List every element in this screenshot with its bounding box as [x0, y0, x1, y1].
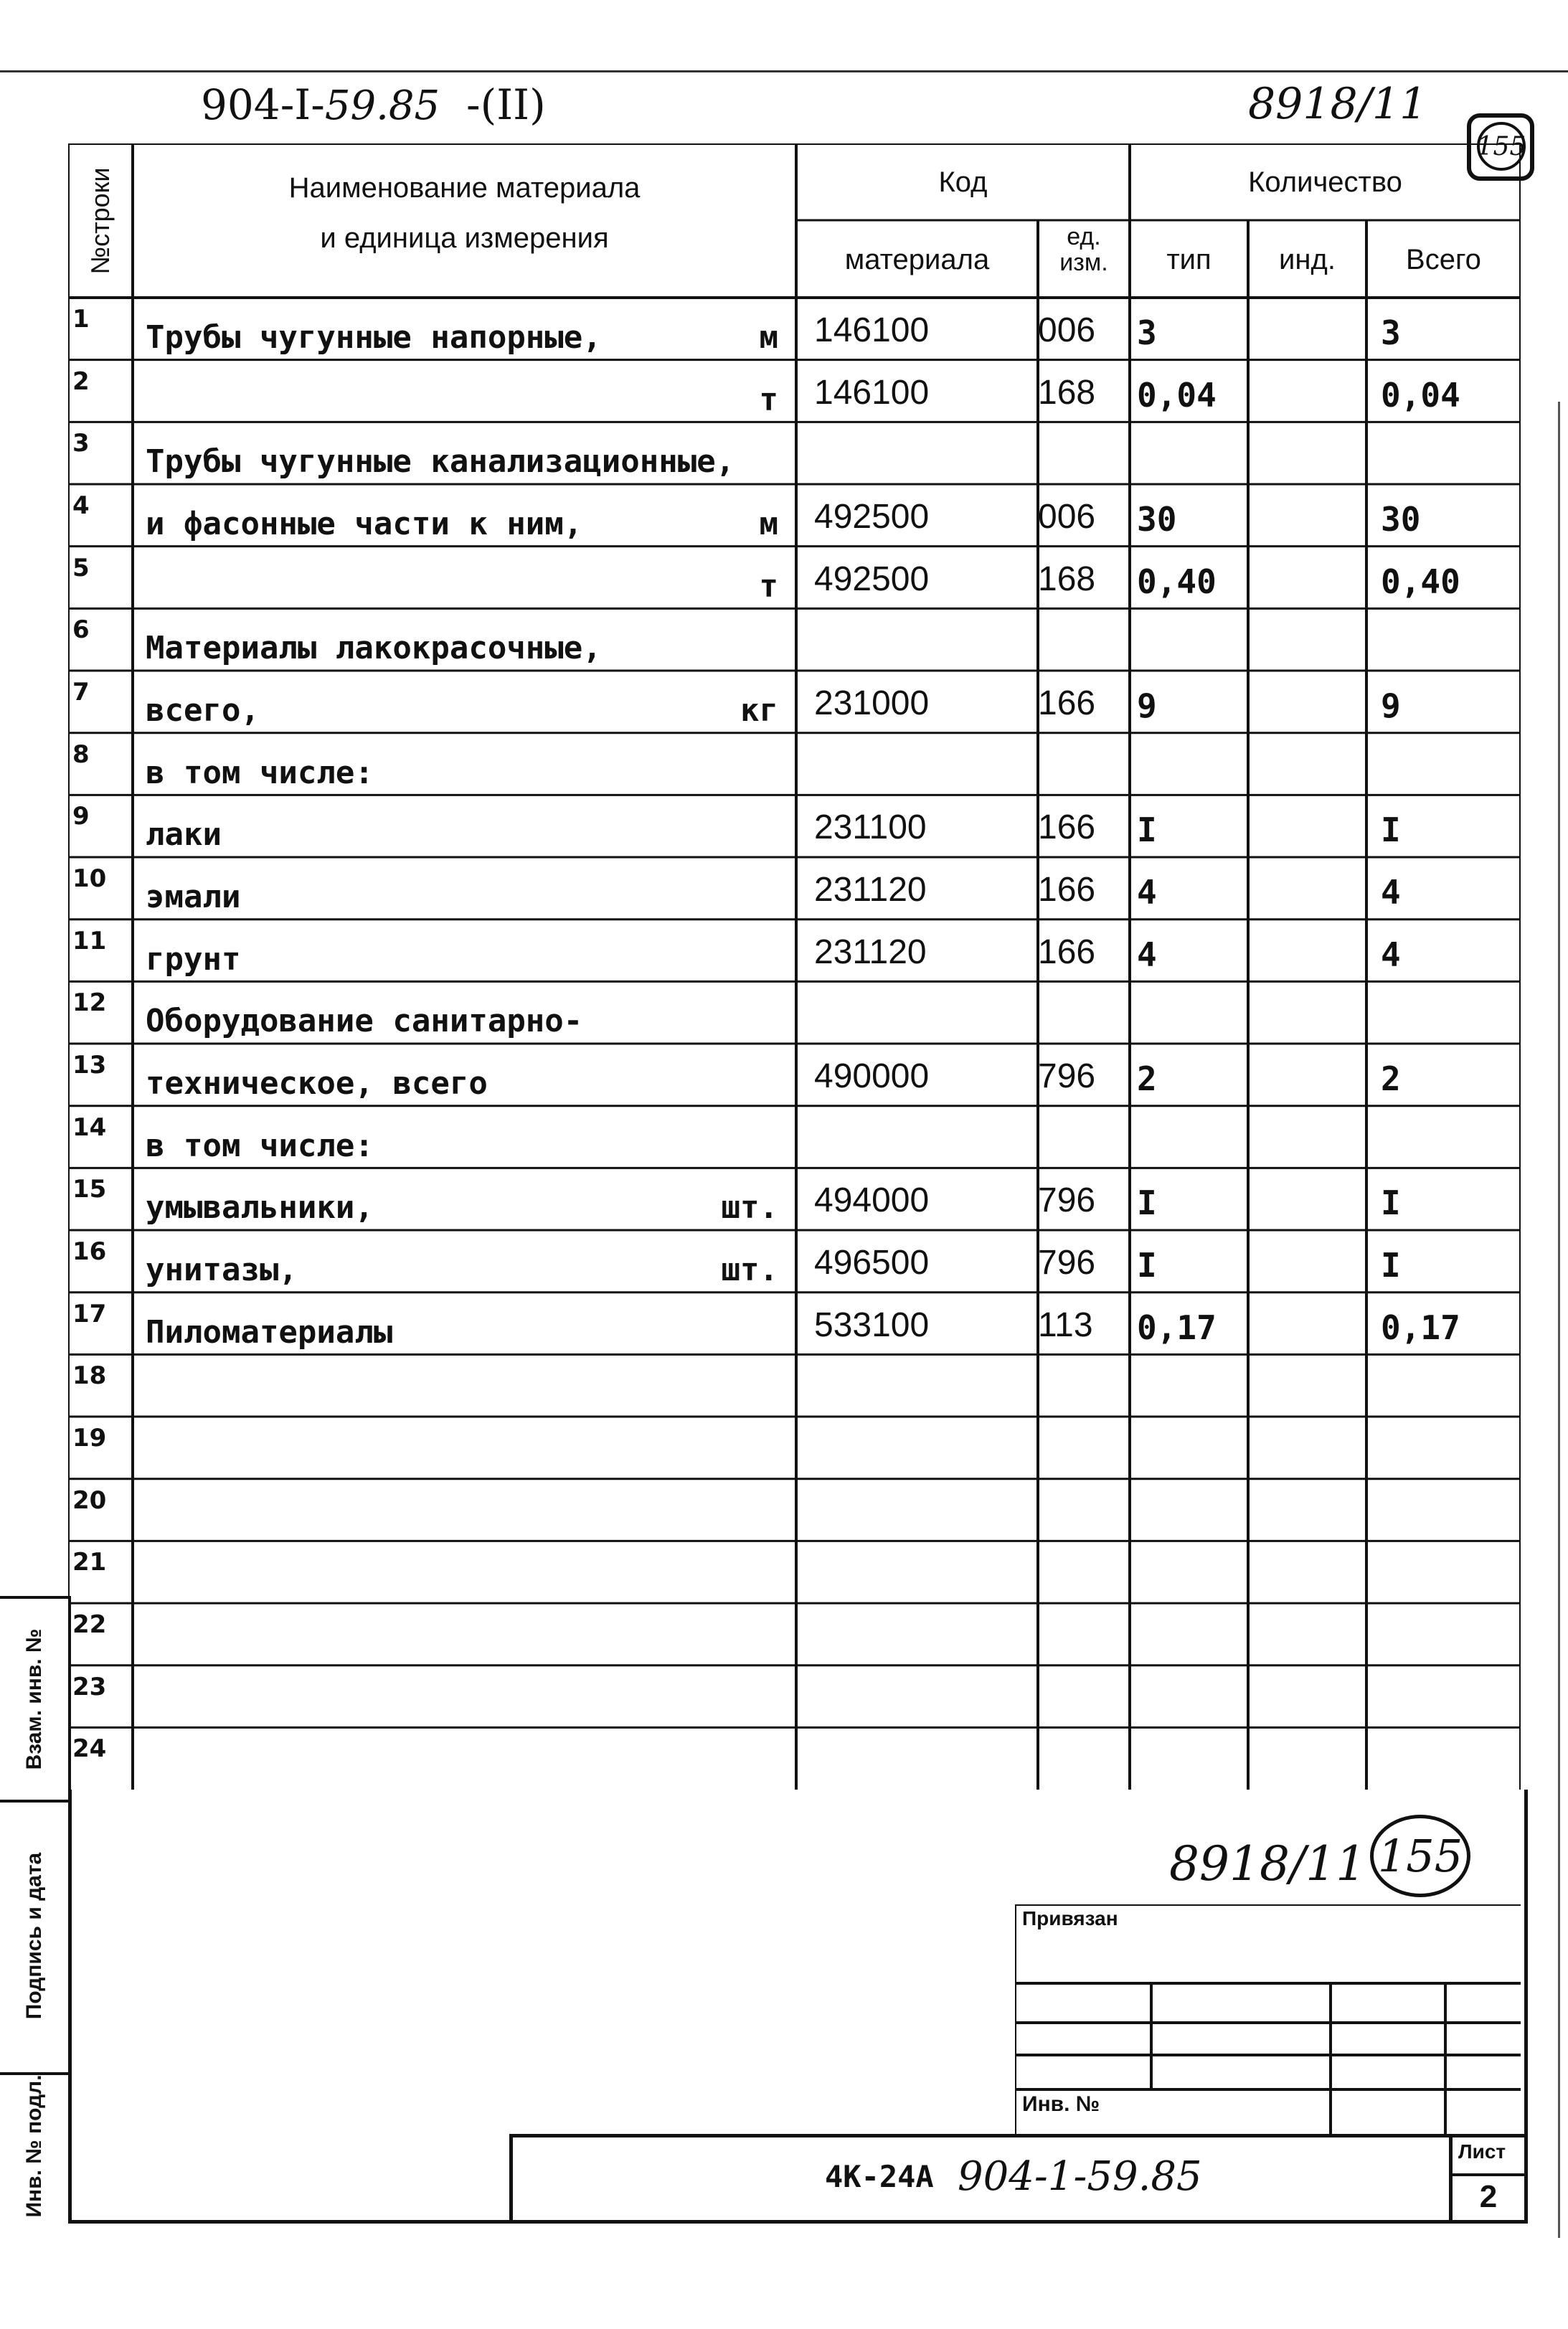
- material-name: Оборудование санитарно-: [146, 1003, 583, 1040]
- handwritten-reference: 8918/11: [1169, 1836, 1366, 1891]
- materials-table: [68, 143, 1521, 1790]
- material-name: Трубы чугунные канализационные,: [146, 443, 735, 481]
- unit-code: 006: [1038, 311, 1096, 349]
- qty-total: 4: [1381, 873, 1401, 912]
- material-name: в том числе:: [146, 754, 374, 791]
- col-qty-total-header: Всего: [1406, 244, 1481, 275]
- row-number: 13: [72, 1051, 107, 1080]
- doc-hand-number: 59.85: [324, 82, 440, 129]
- material-code: 231120: [814, 871, 927, 910]
- qty-total: 30: [1381, 500, 1421, 539]
- row-number: 21: [72, 1548, 107, 1577]
- material-unit: т: [759, 567, 778, 605]
- row-number: 23: [72, 1672, 107, 1701]
- qty-type: 0,04: [1137, 375, 1217, 415]
- title-handwritten-number: 904-1-59.85: [958, 2153, 1202, 2200]
- margin-sign-date: Подпись и дата: [0, 1800, 68, 2075]
- row-number: 14: [72, 1112, 107, 1142]
- qty-total: 4: [1381, 935, 1401, 974]
- unit-code: 168: [1038, 373, 1096, 412]
- title-code: 4К-24А: [825, 2159, 934, 2194]
- row-number: 8: [72, 740, 90, 769]
- qty-total: 9: [1381, 686, 1401, 726]
- row-number: 9: [72, 802, 90, 831]
- row-number: 15: [72, 1175, 107, 1204]
- right-border-line: [1558, 402, 1560, 2238]
- qty-type: 9: [1137, 686, 1157, 726]
- page-stamp-number: 155: [1477, 122, 1526, 171]
- col-code-material-header: материала: [844, 244, 990, 275]
- document-number: [201, 80, 546, 129]
- qty-type: I: [1137, 811, 1157, 850]
- qty-total: I: [1381, 811, 1401, 850]
- material-unit: т: [759, 381, 778, 418]
- material-name: эмали: [146, 879, 241, 916]
- top-border-line: [0, 70, 1568, 72]
- qty-type: 3: [1137, 313, 1157, 352]
- material-name: и фасонные части к ним,: [146, 506, 583, 542]
- unit-code: 006: [1038, 498, 1096, 536]
- row-number: 20: [72, 1485, 107, 1515]
- qty-type: I: [1137, 1184, 1157, 1223]
- material-name: унитазы,: [146, 1252, 298, 1289]
- unit-code: 168: [1038, 559, 1096, 598]
- col-code-unit-header: ед. изм.: [1059, 223, 1108, 276]
- material-name: всего,: [146, 692, 260, 729]
- material-unit: кг: [740, 692, 778, 729]
- inv-number-label: Инв. №: [1022, 2092, 1100, 2116]
- qty-type: I: [1137, 1246, 1157, 1285]
- row-number: 12: [72, 988, 107, 1018]
- row-number: 5: [72, 553, 90, 582]
- row-number: 10: [72, 864, 107, 894]
- col-qty-header: Количество: [1248, 166, 1402, 198]
- material-name: лаки: [146, 816, 222, 854]
- material-name: грунт: [146, 940, 241, 978]
- row-number: 1: [72, 305, 90, 334]
- col-code-header: Код: [938, 166, 988, 198]
- sheet-reference: 8918/11: [1248, 79, 1427, 129]
- material-code: 490000: [814, 1057, 930, 1096]
- row-number: 4: [72, 491, 90, 520]
- unit-code: 166: [1038, 808, 1096, 847]
- doc-suffix: -(II): [466, 80, 546, 129]
- col-name-header-line1: Наименование материала: [288, 172, 641, 204]
- qty-total: 2: [1381, 1059, 1401, 1099]
- row-number: 19: [72, 1424, 107, 1453]
- qty-type: 4: [1137, 935, 1157, 974]
- material-name: Трубы чугунные напорные,: [146, 319, 602, 356]
- qty-total: I: [1381, 1246, 1401, 1285]
- handwritten-circled-number: 155: [1370, 1815, 1470, 1897]
- row-number: 22: [72, 1610, 107, 1640]
- qty-type: 4: [1137, 873, 1157, 912]
- material-name: техническое, всего: [146, 1065, 488, 1102]
- table-grid: [68, 143, 1521, 1790]
- qty-type: 30: [1137, 500, 1177, 539]
- unit-code: 166: [1038, 871, 1096, 910]
- material-unit: шт.: [721, 1189, 778, 1227]
- col-name-header-line2: и единица измерения: [320, 222, 609, 254]
- sheet-label: Лист: [1458, 2140, 1506, 2163]
- sheet-number: 2: [1453, 2173, 1524, 2215]
- unit-code: 113: [1038, 1305, 1093, 1344]
- qty-total: 0,40: [1381, 562, 1460, 601]
- row-number: 11: [72, 926, 107, 955]
- bound-label: Привязан: [1022, 1907, 1118, 1929]
- material-code: 146100: [814, 311, 930, 349]
- material-code: 533100: [814, 1305, 930, 1344]
- material-name: Материалы лакокрасочные,: [146, 630, 602, 667]
- material-name: Пиломатериалы: [146, 1313, 393, 1351]
- qty-total: 0,04: [1381, 375, 1460, 415]
- margin-swap-inv: Взам. инв. №: [0, 1599, 68, 1803]
- material-code: 496500: [814, 1244, 930, 1282]
- unit-code: 796: [1038, 1181, 1096, 1220]
- qty-total: I: [1381, 1184, 1401, 1223]
- row-number: 16: [72, 1237, 107, 1267]
- material-code: 231100: [814, 808, 927, 847]
- material-code: 492500: [814, 559, 930, 598]
- margin-inv-orig: Инв. № подл.: [22, 2074, 46, 2218]
- material-name: умывальники,: [146, 1189, 374, 1227]
- col-qty-type-header: тип: [1166, 244, 1212, 275]
- row-number: 7: [72, 678, 90, 707]
- binding-table: [1015, 1904, 1521, 2120]
- material-unit: шт.: [721, 1252, 778, 1289]
- material-code: 494000: [814, 1181, 930, 1220]
- material-unit: м: [759, 506, 778, 542]
- material-code: 146100: [814, 373, 930, 412]
- material-code: 231120: [814, 932, 927, 971]
- col-qty-ind-header: инд.: [1279, 244, 1336, 275]
- unit-code: 796: [1038, 1244, 1096, 1282]
- material-code: 492500: [814, 498, 930, 536]
- sheet-box: [1449, 2137, 1524, 2224]
- left-margin-stamp: [0, 1596, 71, 2223]
- row-number: 18: [72, 1361, 107, 1391]
- material-name: в том числе:: [146, 1127, 374, 1164]
- qty-type: 0,40: [1137, 562, 1217, 601]
- unit-code: 166: [1038, 932, 1096, 971]
- col-row-number-header: №строки: [85, 166, 115, 275]
- row-number: 6: [72, 615, 90, 645]
- title-block: [509, 2134, 1524, 2224]
- row-number: 2: [72, 367, 90, 396]
- row-number: 3: [72, 429, 90, 458]
- material-code: 231000: [814, 684, 930, 723]
- unit-code: 796: [1038, 1057, 1096, 1096]
- unit-code: 166: [1038, 684, 1096, 723]
- qty-type: 0,17: [1137, 1308, 1217, 1347]
- row-number: 17: [72, 1299, 107, 1328]
- doc-prefix: 904-I-: [201, 80, 325, 129]
- row-number: 24: [72, 1734, 107, 1764]
- material-unit: м: [759, 319, 778, 356]
- qty-total: 3: [1381, 313, 1401, 352]
- qty-type: 2: [1137, 1059, 1157, 1099]
- qty-total: 0,17: [1381, 1308, 1460, 1347]
